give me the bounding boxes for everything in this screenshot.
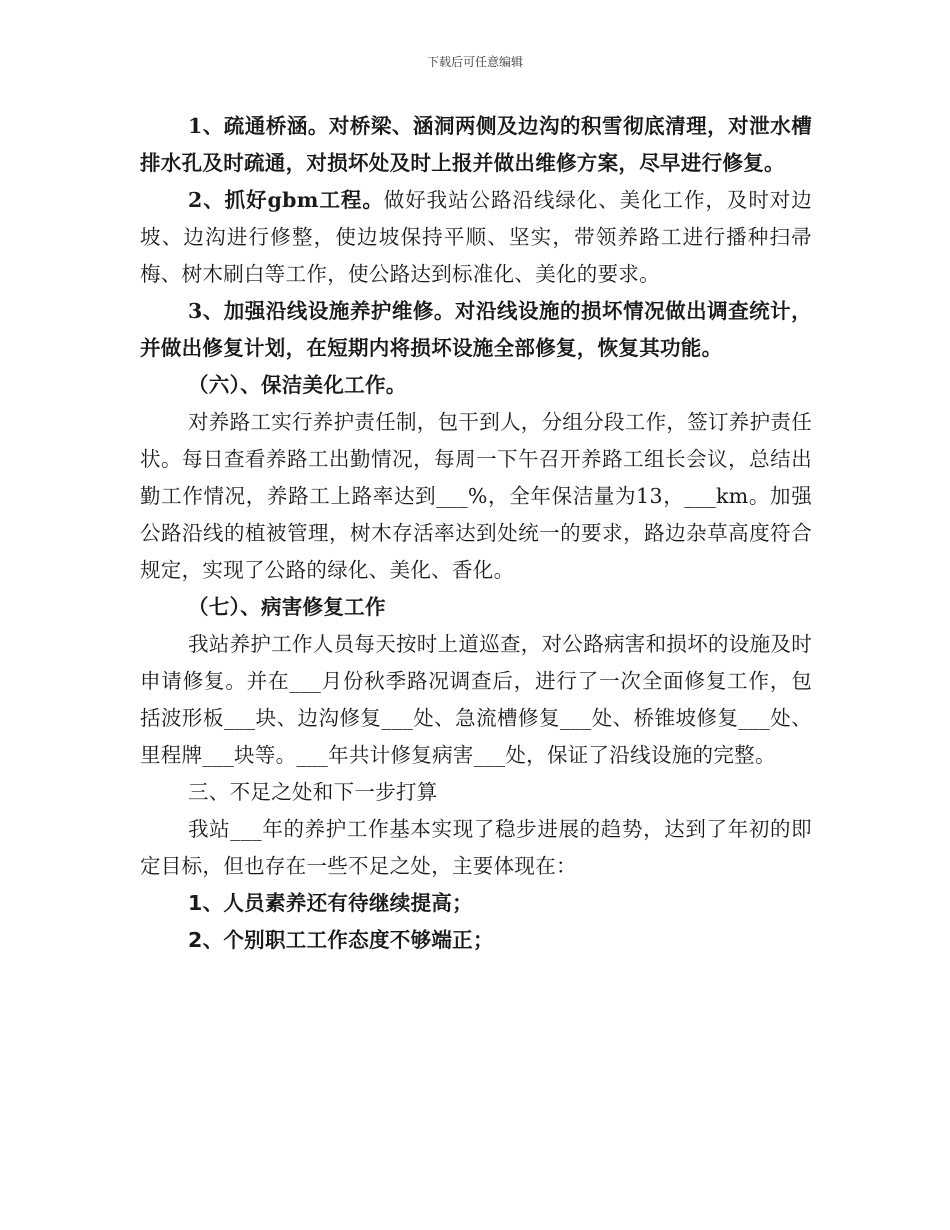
bold-lead: 1、疏通桥涵。 (188, 114, 329, 138)
page-header: 下载后可任意编辑 (426, 55, 523, 69)
paragraph-gbm-project (140, 182, 812, 293)
paragraph-cleaning: 对养路工实行养护责任制，包干到人，分组分段工作，签订养护责任状。每日查看养路工出勤情况，每周一下午召开养路工组长会议，总结出勤工作情况，养路工上路率达到___%，全年保洁量为13，___km。加强公路沿线的植被管理，树木存活率达到处统一的要求，路边杂草高度符合规定，实现了公路的绿化、美化、香化。 (140, 410, 812, 582)
bold-body: 对桥梁、涵洞两侧及边沟的积雪彻底清理，对泄水槽排水孔及时疏通，对损坏处及时上报并做出维修方案，尽早进行修复。 (140, 114, 812, 175)
section-heading-shortcomings: 三、不足之处和下一步打算 (188, 780, 438, 804)
bold-lead: 3、加强沿线设施养护维修。 (188, 299, 455, 323)
paragraph-shortcomings: 我站___年的养护工作基本实现了稳步进展的趋势，达到了年初的即定目标，但也存在一些不足之处，主要体现在： (140, 817, 812, 878)
paragraph-dredge-bridges (140, 108, 812, 182)
paragraph-repair: 我站养护工作人员每天按时上道巡查，对公路病害和损坏的设施及时申请修复。并在___月份秋季路况调查后，进行了一次全面修复工作，包括波形板___块、边沟修复___处、急流槽修复___处、桥锥坡修复___处、里程牌___块等。___年共计修复病害___处，保证了沿线设施的完整。 (140, 632, 812, 767)
list-item-2: 2、个别职工工作态度不够端正； (188, 928, 494, 952)
bold-body: 对沿线设施的损坏情况做出调查统计，并做出修复计划，在短期内将损坏设施全部修复，恢复其功能。 (140, 299, 812, 360)
subheading-repair: （七）、病害修复工作 (188, 595, 386, 619)
list-item-1: 1、人员素养还有待继续提高； (188, 891, 473, 915)
paragraph-text: 做好我站公路沿线绿化、美化工作，及时对边坡、边沟进行修整，使边坡保持平顺、坚实，带领养路工进行播种扫帚梅、树木刷白等工作，使公路达到标准化、美化的要求。 (140, 188, 813, 286)
paragraph-facility-maintenance (140, 293, 812, 367)
document-body (140, 108, 812, 959)
bold-lead: 2、抓好gbm工程。 (188, 188, 384, 212)
subheading-cleaning: （六）、保洁美化工作。 (188, 373, 407, 397)
